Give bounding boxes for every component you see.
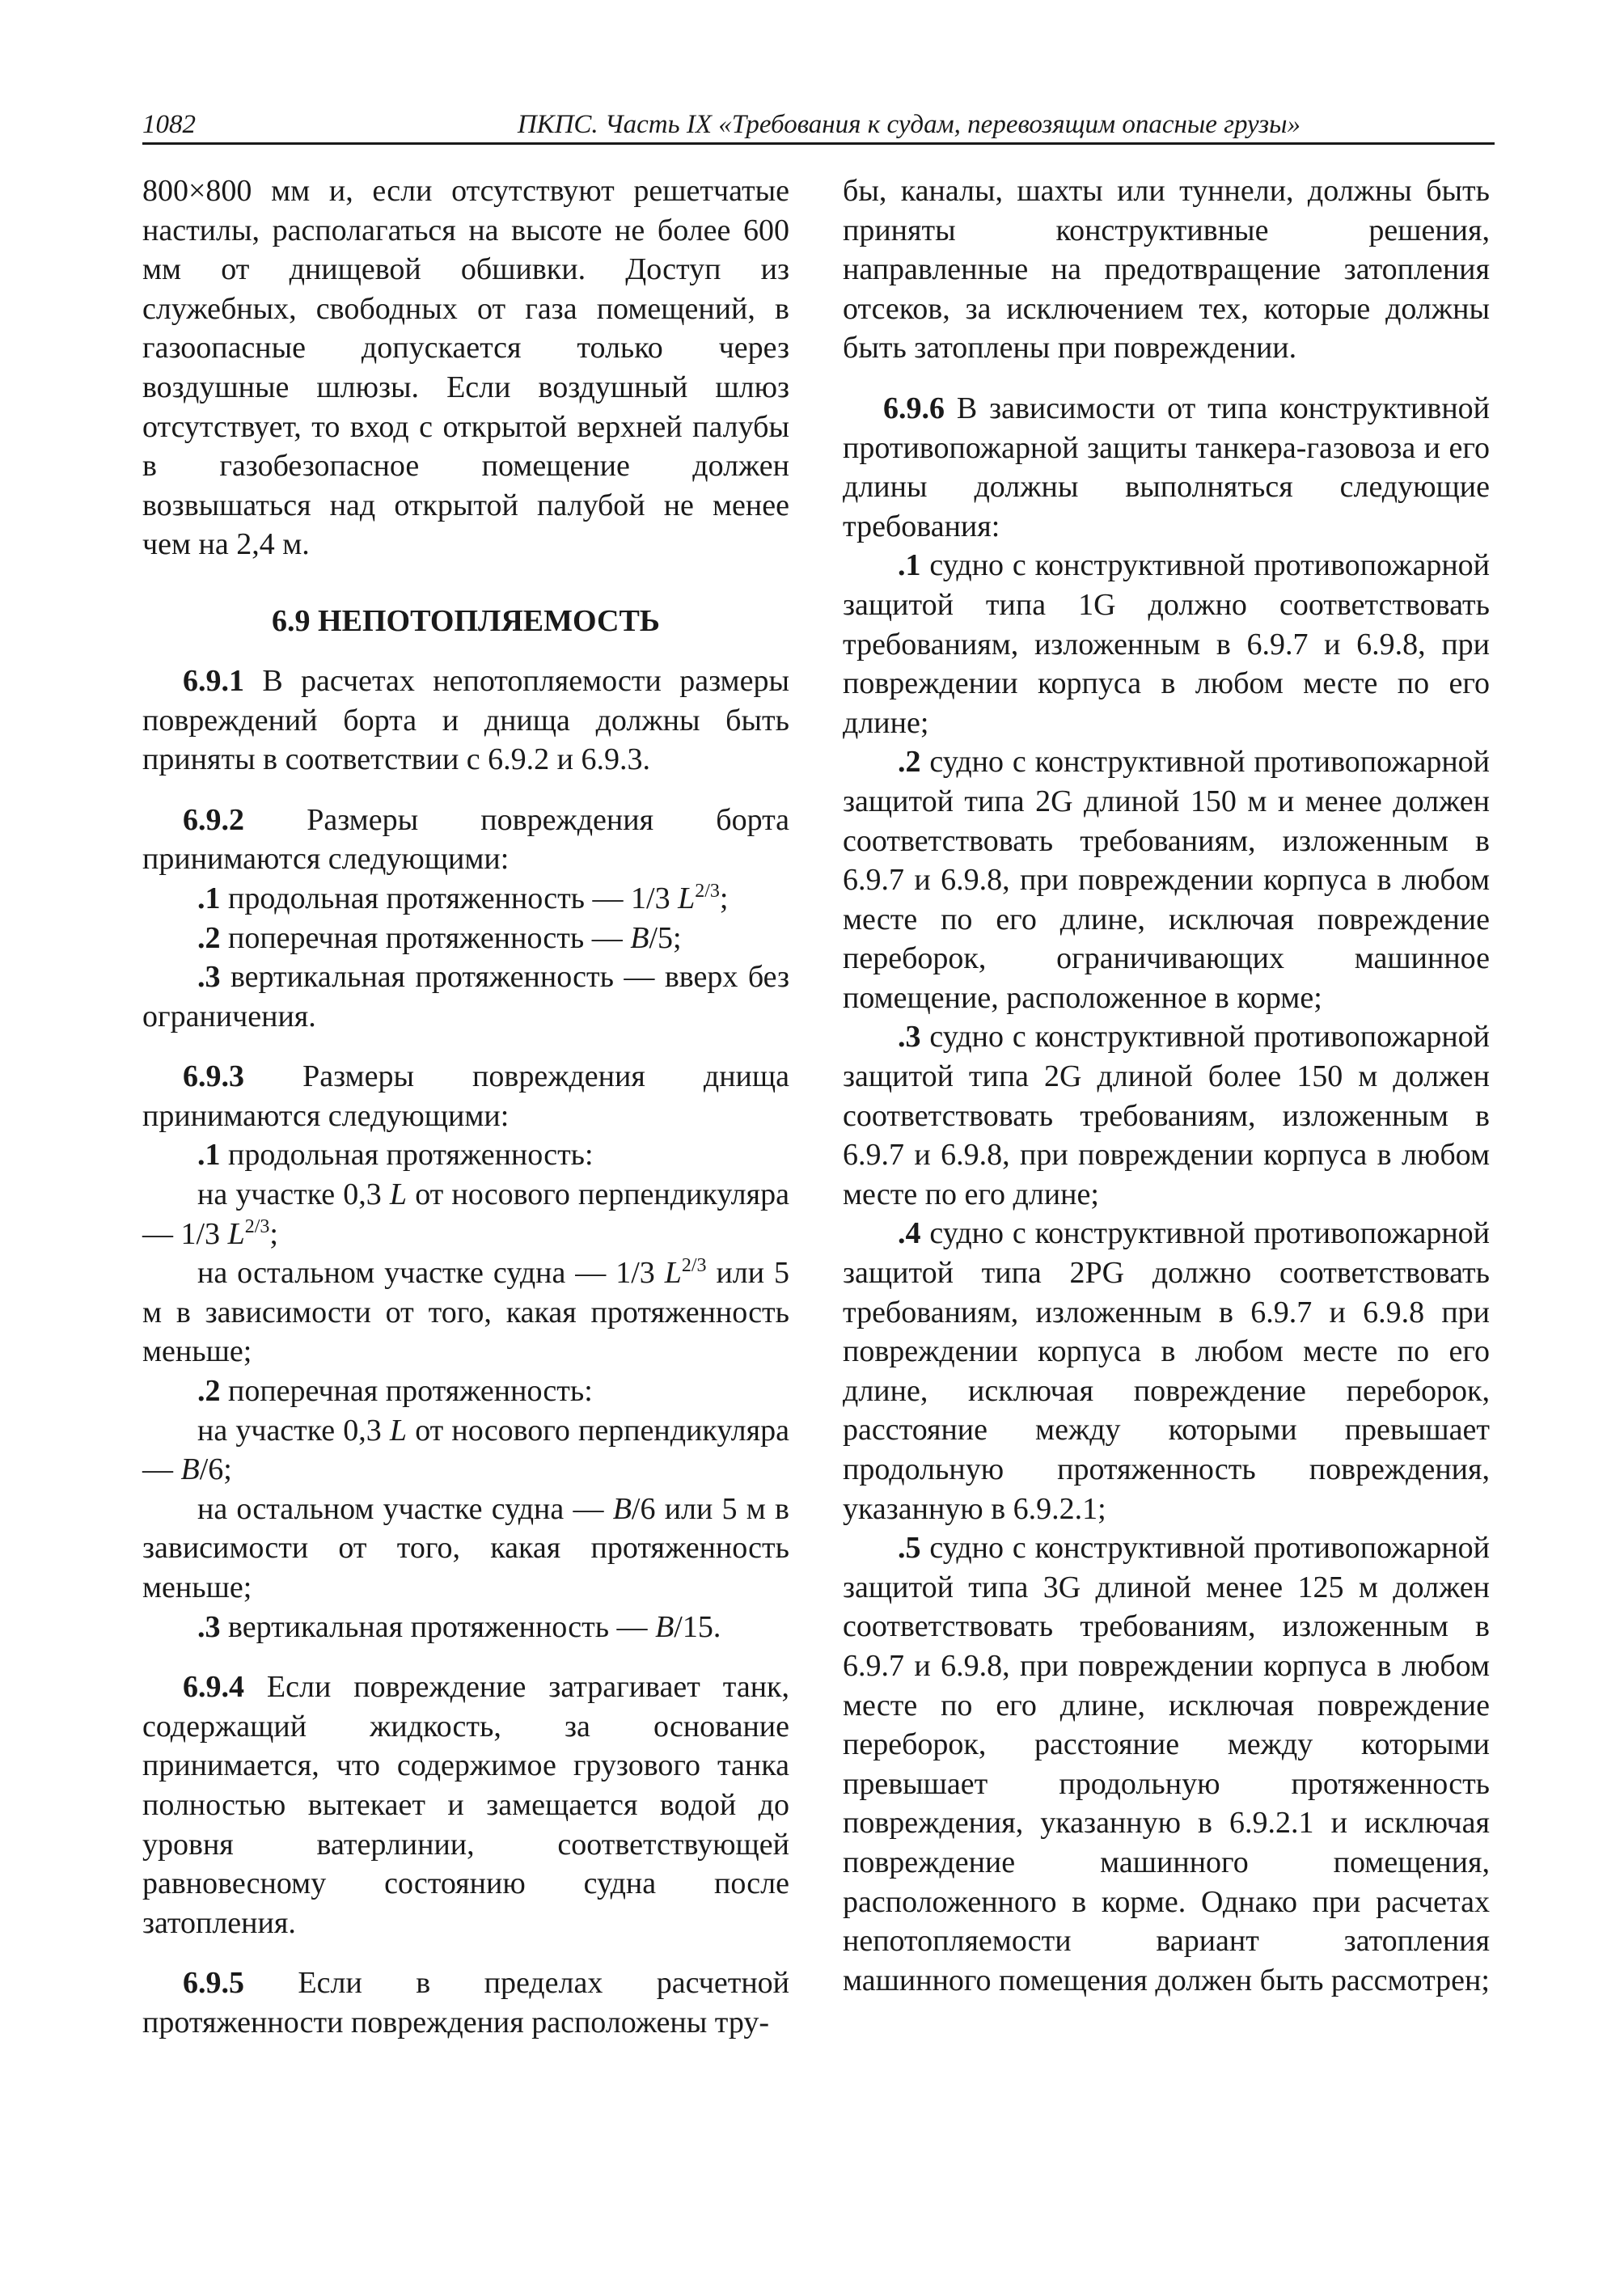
symbol-B: B [655,1609,675,1644]
paragraph-6-9-3 [142,1057,789,1135]
item-number: .1 [197,1138,221,1173]
item-number: .3 [197,960,221,995]
item-number: .1 [898,548,921,583]
item-text-end: /5; [649,920,682,955]
item-text: поперечная протяженность: [220,1374,593,1409]
item-6-9-2-3 [142,957,789,1036]
item-number: .1 [197,881,221,915]
item-6-9-3-2 [142,1372,789,1411]
item-text: продольная протяженность: [220,1138,594,1173]
item-text: на остальном участке судна — [197,1491,613,1526]
paragraph-6-9-6 [843,389,1490,546]
item-6-9-3-1 [142,1135,789,1175]
page-number: 1082 [142,110,196,139]
item-number: .2 [898,745,921,780]
item-6-9-2-1 [142,879,789,919]
item-text: судно с конструктивной противопожарной защитой типа 1G должно соответствовать требованиям, изложенным в 6.9.7 и 6.9.8, при повреждении корпуса в любом месте по его длине; [843,548,1490,740]
item-text: продольная протяженность — 1/3 [220,881,679,915]
paragraph-text: Размеры повреждения днища принимаются следующими: [142,1059,789,1133]
item-text: на участке 0,3 [197,1177,390,1212]
paragraph-text: Размеры повреждения борта принимаются следующими: [142,802,789,877]
item-number: .3 [197,1609,221,1644]
item-text-end: /15. [674,1609,721,1644]
clause-number: 6.9.6 [883,391,945,425]
paragraph-6-9-1 [142,662,789,780]
paragraph-text: В расчетах непотопляемости размеры повреждений борта и днища должны быть приняты в соответствии с 6.9.2 и 6.9.3. [142,663,789,777]
running-header [142,107,1495,145]
continued-paragraph: бы, каналы, шахты или туннели, должны быть приняты конструктивные решения, направленные на предотвращение затопления отсеков, за исключением тех, которые должны быть затоплены при повреждении. [843,174,1490,366]
item-text: вертикальная протяженность — [220,1609,656,1644]
item-text-mid: от носового перпендикуляра — 1/3 [142,1177,789,1251]
paragraph-text: Если повреждение затрагивает танк, содержащий жидкость, за основание принимается, что содержимое грузового танка полностью вытекает и замещается водой до уровня ватерлинии, соответствующей равновесному состоянию судна после затопления. [142,1670,789,1940]
paragraph-text: В зависимости от типа конструктивной противопожарной защиты танкера-газовоза и его длины должны выполняться следующие требования: [843,391,1490,543]
symbol-B: B [180,1452,200,1487]
item-6-9-3-2-a [142,1411,789,1490]
item-number: .2 [197,1374,221,1409]
item-6-9-6-2 [843,742,1490,1017]
running-title: ПКПС. Часть IX «Требования к судам, перевозящим опасные грузы» [517,110,1300,139]
item-number: .5 [898,1531,921,1566]
item-6-9-2-2 [142,919,789,958]
item-text-end: или 5 м в зависимости от того, какая протяженность меньше; [142,1256,790,1369]
clause-number: 6.9.2 [183,802,244,837]
paragraph-6-9-2 [142,801,789,879]
item-6-9-3-1-b [142,1253,789,1372]
item-text-end: ; [269,1216,278,1251]
symbol-L: L [389,1177,408,1212]
item-text: вертикальная протяженность — вверх без ограничения. [142,960,789,1033]
exponent: 2/3 [681,1255,707,1277]
item-6-9-6-1 [843,546,1490,742]
item-text: судно с конструктивной противопожарной защитой типа 2G длиной более 150 м должен соответствовать требованиям, изложенным в 6.9.7 и 6.9.8, при повреждении корпуса в любом месте по его длине; [843,1020,1490,1211]
item-number: .4 [898,1216,921,1251]
left-column [142,171,789,2043]
exponent: 2/3 [695,880,720,902]
item-text: на остальном участке судна — 1/3 [197,1256,665,1291]
exponent: 2/3 [244,1215,270,1237]
item-text-end: /6 или 5 м в зависимости от того, какая протяженность меньше; [142,1491,789,1604]
paragraph-6-9-5 [142,1963,789,2042]
item-text-mid: от носового перпендикуляра — [142,1413,789,1487]
right-column [843,171,1490,2000]
item-6-9-3-1-a [142,1175,789,1253]
item-text: поперечная протяженность — [220,920,631,955]
intro-paragraph: 800×800 мм и, если отсутствуют решетчатые настилы, располагаться на высоте не более 600 мм от днищевой обшивки. Доступ из служебных, свободных от газа помещений, в газоопасные допускается только через воздушные шлюзы. Если воздушный шлюз отсутствует, то вход с открытой верхней палубы в газобезопасное помещение должен возвышаться над открытой палубой не менее чем на 2,4 м. [142,174,789,562]
item-number: .3 [898,1020,921,1055]
clause-number: 6.9.5 [183,1966,244,2001]
clause-number: 6.9.4 [183,1670,244,1705]
symbol-L: L [227,1216,245,1251]
paragraph-6-9-4 [142,1668,789,1942]
clause-number: 6.9.3 [183,1059,244,1094]
item-6-9-3-2-b [142,1490,789,1608]
item-6-9-6-3 [843,1017,1490,1214]
symbol-B: B [630,920,649,955]
item-text-end: /6; [199,1452,232,1487]
item-text-end: ; [719,881,729,915]
section-title: 6.9 НЕПОТОПЛЯЕМОСТЬ [272,603,660,638]
symbol-L: L [678,881,696,915]
item-text: судно с конструктивной противопожарной защитой типа 3G длиной менее 125 м должен соответствовать требованиям, изложенным в 6.9.7 и 6.9.8, при повреждении корпуса в любом месте по его длине, исключая повреждение переборок, расстояние между которыми превышает продольную протяженность повреждения, указанную в 6.9.2.1 и исключая повреждение машинного помещения, расположенного в корме. Однако при расчетах непотопляемости вариант затопления машинного помещения должен быть рассмотрен; [843,1531,1490,1997]
symbol-B: B [612,1491,632,1526]
item-6-9-3-3 [142,1608,789,1647]
item-text: судно с конструктивной противопожарной защитой типа 2PG должно соответствовать требованиям, изложенным в 6.9.7 и 6.9.8 при повреждении корпуса в любом месте по его длине, исключая повреждение переборок, расстояние между которыми превышает продольную протяженность повреждения, указанную в 6.9.2.1; [843,1216,1490,1526]
clause-number: 6.9.1 [183,663,244,698]
item-6-9-6-4 [843,1214,1490,1528]
item-number: .2 [197,920,221,955]
symbol-L: L [389,1413,408,1448]
item-6-9-6-5 [843,1528,1490,2000]
paragraph-text: Если в пределах расчетной протяженности повреждения расположены тру- [142,1966,789,2039]
item-text: судно с конструктивной противопожарной защитой типа 2G длиной 150 м и менее должен соответствовать требованиям, изложенным в 6.9.7 и 6.9.8, при повреждении корпуса в любом месте по его длине, исключая повреждение переборок, ограничивающих машинное помещение, расположенное в корме; [843,745,1490,1015]
symbol-L: L [664,1256,682,1291]
item-text: на участке 0,3 [197,1413,390,1448]
